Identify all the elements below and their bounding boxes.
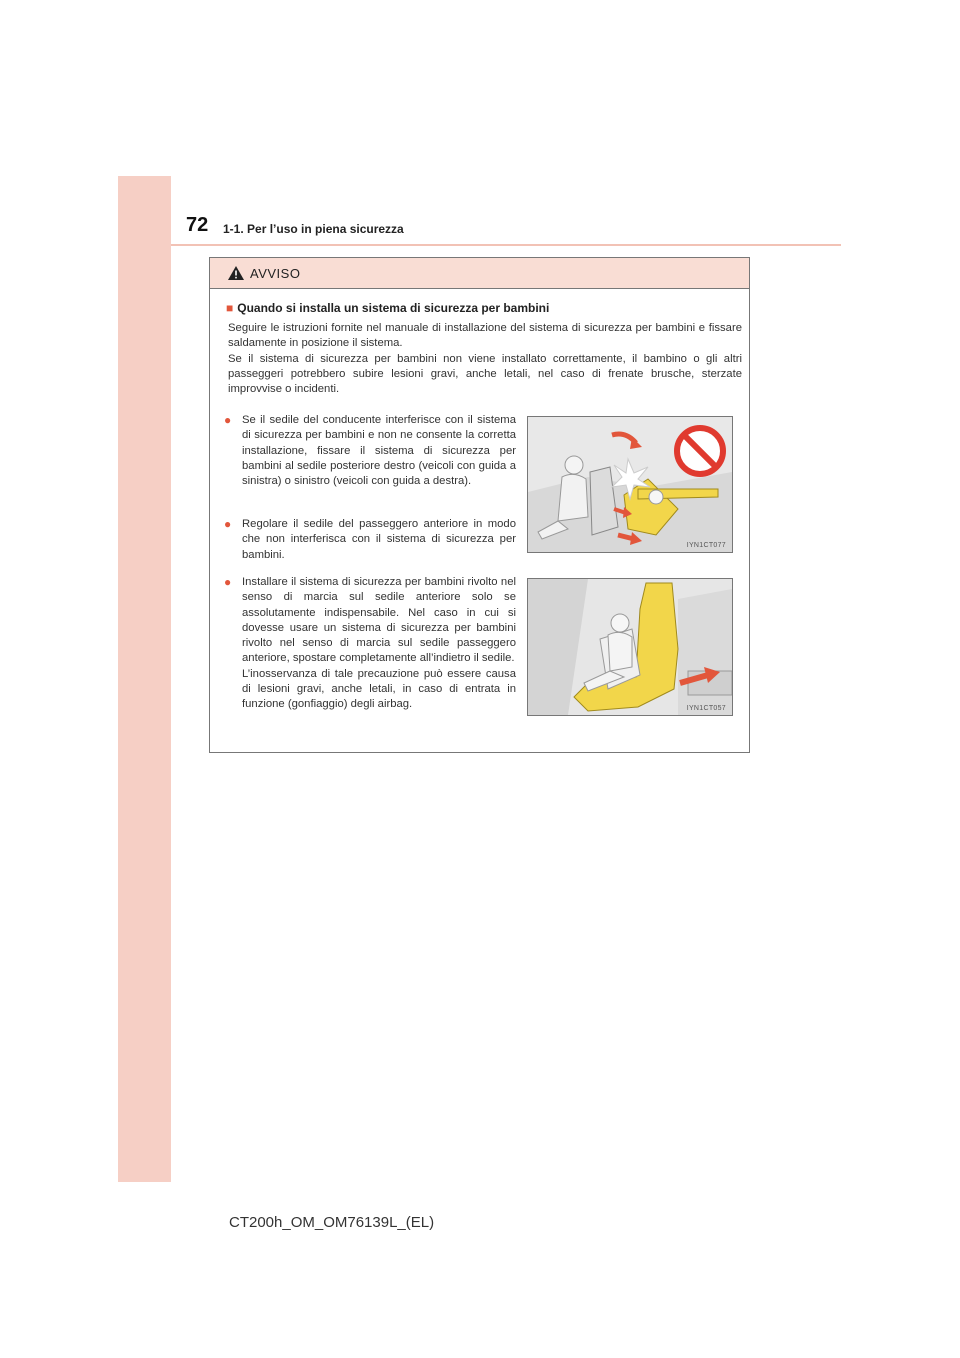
intro-paragraph-1: Seguire le istruzioni fornite nel manuale di installazione del sistema di sicurezza per bambini e fissare saldamente in posizione il sistema. xyxy=(228,322,742,350)
car-interior-illustration xyxy=(528,417,732,552)
warning-header xyxy=(210,258,749,289)
warning-title xyxy=(226,301,549,315)
bullet-item xyxy=(224,517,516,563)
section-title: 1-1. Per l’uso in piena sicurezza xyxy=(223,222,404,236)
bullet-text-part-2: L’inosservanza di tale precauzione può essere causa di lesioni gravi, anche letali, in caso di entrata in funzione (gonfiaggio) degli airbag. xyxy=(242,667,516,711)
bullet-text: Regolare il sedile del passeggero anteriore in modo che non interferisca con il sistema di sicurezza per bambini. xyxy=(242,518,516,561)
car-interior-illustration xyxy=(528,579,732,715)
bullet-dot-icon: ● xyxy=(224,517,232,531)
warning-box xyxy=(209,257,750,753)
document-code: CT200h_OM_OM76139L_(EL) xyxy=(229,1214,435,1231)
page-number: 72 xyxy=(186,214,209,236)
figure-front-passenger-seat xyxy=(527,578,733,716)
header-rule xyxy=(171,244,841,246)
bullet-item xyxy=(224,575,516,713)
warning-label: AVVISO xyxy=(250,265,301,281)
figure-code: IYN1CT057 xyxy=(686,705,726,712)
warning-triangle-icon xyxy=(228,266,244,280)
side-band xyxy=(118,176,171,1182)
bullet-item xyxy=(224,413,516,489)
warning-title-text: Quando si installa un sistema di sicurezza per bambini xyxy=(237,301,550,315)
figure-driver-seat-interference xyxy=(527,416,733,553)
bullet-text xyxy=(242,575,516,713)
warning-intro xyxy=(228,321,742,397)
bullet-text-part-1: Installare il sistema di sicurezza per bambini rivolto nel senso di marcia sul sedile anteriore solo se assolutamente indispensabile. Nel caso in cui si dovesse usare un sistema di sicurezza per bambini rivolto nel senso di marcia sul sedile passeggero anteriore, spostare completamente all’indietro il sedile. xyxy=(242,576,516,665)
square-bullet-icon: ■ xyxy=(226,301,234,315)
bullet-text: Se il sedile del conducente interferisce con il sistema di sicurezza per bambini e non ne consente la corretta installazione, fissare il sistema di sicurezza per bambini al sedile posteriore destro (veicoli con guida a sinistra) o sinistro (veicoli con guida a destra). xyxy=(242,414,516,488)
bullet-dot-icon: ● xyxy=(224,575,232,589)
figure-code: IYN1CT077 xyxy=(686,542,726,549)
intro-paragraph-2: Se il sistema di sicurezza per bambini non viene installato correttamente, il bambino o gli altri passeggeri potrebbero subire lesioni gravi, anche letali, nel caso di frenate brusche, sterzate improvvise o incidenti. xyxy=(228,352,742,396)
bullet-dot-icon: ● xyxy=(224,413,232,427)
